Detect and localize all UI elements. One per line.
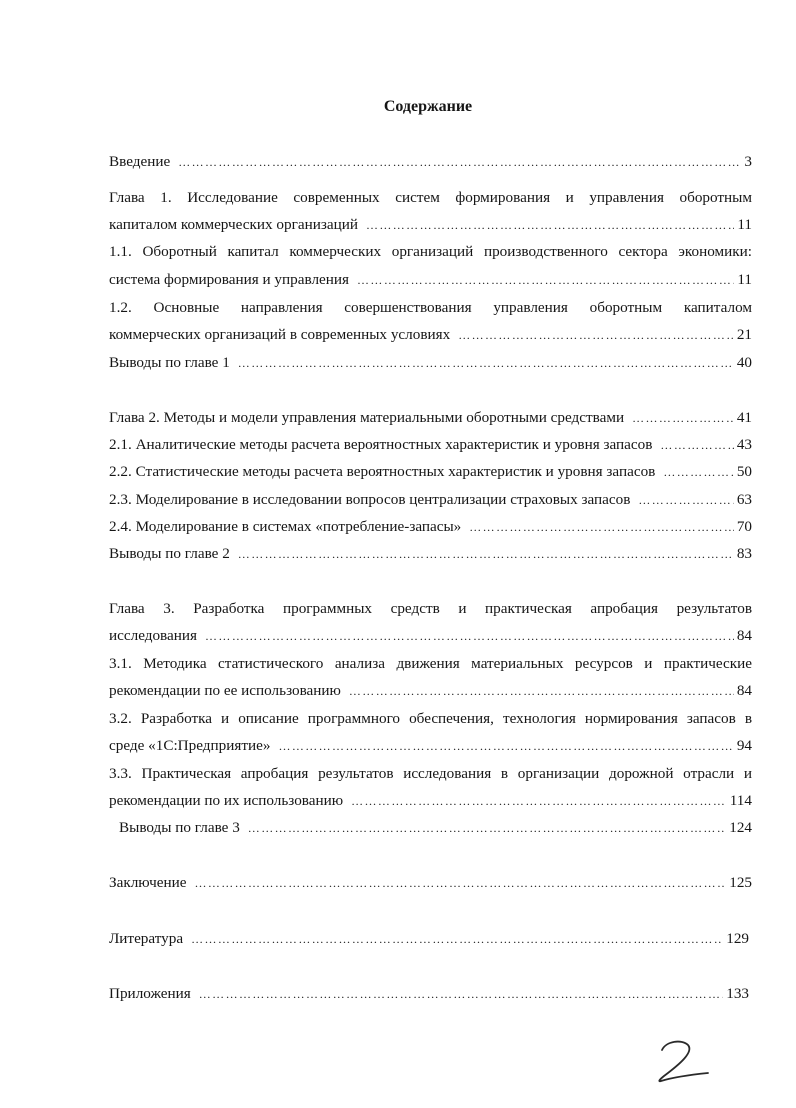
toc-entry-literature — [109, 929, 749, 949]
dot-leader — [178, 152, 741, 172]
dot-leader — [663, 462, 733, 482]
toc-entry-2-4 — [109, 517, 752, 537]
toc-entry-page: 83 — [736, 545, 752, 562]
toc-entry-page: 11 — [737, 216, 752, 233]
toc-entry-label: Выводы по главе 3 — [119, 819, 240, 836]
toc-entry-label: исследования — [109, 627, 198, 644]
toc-entry-label: Введение — [109, 153, 171, 170]
toc-entry-text: Глава 1. Исследование современных систем формирования и управления оборотным — [109, 189, 752, 206]
toc-entry-1-2 — [109, 325, 752, 345]
toc-entry-page: 133 — [726, 985, 749, 1002]
toc-entry-text: 3.3. Практическая апробация результатов исследования в организации дорожной отрасли и — [109, 765, 752, 782]
dot-leader — [191, 929, 723, 949]
toc-entry-page: 63 — [736, 491, 752, 508]
toc-entry-chapter-2 — [109, 408, 752, 428]
toc-entry-1-1 — [109, 270, 752, 290]
toc-entry-label: Литература — [109, 930, 184, 947]
toc-entry-page: 125 — [729, 874, 752, 891]
dot-leader — [248, 818, 726, 838]
toc-entry-page: 84 — [736, 627, 752, 644]
toc-entry-label: капиталом коммерческих организаций — [109, 216, 358, 233]
toc-entry-page: 43 — [736, 436, 752, 453]
toc-entry-page: 40 — [736, 354, 752, 371]
toc-entry-3-3 — [109, 791, 752, 811]
toc-entry-label: 2.3. Моделирование в исследовании вопросов централизации страховых запасов — [109, 491, 631, 508]
toc-entry-page: 11 — [737, 271, 752, 288]
toc-entry-page: 129 — [726, 930, 749, 947]
toc-entry-text: Глава 3. Разработка программных средств и практическая апробация результатов — [109, 600, 752, 617]
dot-leader — [660, 435, 733, 455]
toc-entry-page: 70 — [736, 518, 752, 535]
dot-leader — [638, 490, 733, 510]
toc-entry-conclusion — [109, 873, 752, 893]
dot-leader — [458, 325, 734, 345]
dot-leader — [632, 408, 734, 428]
toc-entry-page: 94 — [736, 737, 752, 754]
toc-entry-label: рекомендации по ее использованию — [109, 682, 341, 699]
toc-entry-label: 2.2. Статистические методы расчета вероятностных характеристик и уровня запасов — [109, 463, 656, 480]
toc-entry-label: Выводы по главе 1 — [109, 354, 230, 371]
toc-entry-page: 84 — [736, 682, 752, 699]
toc-entry-text: 1.1. Оборотный капитал коммерческих организаций производственного сектора экономики: — [109, 243, 752, 260]
toc-entry-conclusions-3 — [119, 818, 752, 838]
dot-leader — [351, 791, 727, 811]
toc-entry-page: 50 — [736, 463, 752, 480]
toc-entry-2-2 — [109, 462, 752, 482]
toc-entry-page: 124 — [729, 819, 752, 836]
dot-leader — [194, 873, 726, 893]
toc-entry-text: 3.1. Методика статистического анализа движения материальных ресурсов и практические — [109, 655, 752, 672]
toc-entry-label: среде «1С:Предприятие» — [109, 737, 271, 754]
page-title: Содержание — [383, 98, 473, 115]
toc-entry-text: 3.2. Разработка и описание программного обеспечения, технология нормирования запасов в — [109, 710, 752, 727]
dot-leader — [238, 353, 734, 373]
toc-entry-chapter-1 — [109, 215, 752, 235]
toc-entry-intro — [109, 152, 752, 172]
dot-leader — [278, 736, 733, 756]
toc-entry-conclusions-2 — [109, 544, 752, 564]
toc-entry-label: Глава 2. Методы и модели управления материальными оборотными средствами — [109, 409, 625, 426]
toc-entry-page: 41 — [736, 409, 752, 426]
toc-entry-3-1 — [109, 681, 752, 701]
toc-entry-label: 2.4. Моделирование в системах «потребление-запасы» — [109, 518, 462, 535]
toc-entry-2-3 — [109, 490, 752, 510]
toc-entry-label: Заключение — [109, 874, 187, 891]
dot-leader — [205, 626, 734, 646]
dot-leader — [469, 517, 734, 537]
toc-entry-label: рекомендации по их использованию — [109, 792, 344, 809]
toc-entry-page: 114 — [729, 792, 752, 809]
toc-entry-label: система формирования и управления — [109, 271, 350, 288]
dot-leader — [199, 984, 723, 1004]
dot-leader — [238, 544, 734, 564]
toc-entry-text: 1.2. Основные направления совершенствования управления оборотным капиталом — [109, 299, 752, 316]
toc-entry-label: Приложения — [109, 985, 191, 1002]
toc-entry-3-2 — [109, 736, 752, 756]
dot-leader — [357, 270, 734, 290]
toc-entry-page: 3 — [744, 153, 752, 170]
toc-entry-conclusions-1 — [109, 353, 752, 373]
toc-entry-label: коммерческих организаций в современных условиях — [109, 326, 451, 343]
toc-entry-label: 2.1. Аналитические методы расчета вероятностных характеристик и уровня запасов — [109, 436, 653, 453]
dot-leader — [366, 215, 734, 235]
toc-entry-appendices — [109, 984, 749, 1004]
toc-entry-page: 21 — [736, 326, 752, 343]
toc-entry-label: Выводы по главе 2 — [109, 545, 230, 562]
handwritten-page-number — [652, 1038, 712, 1084]
toc-entry-2-1 — [109, 435, 752, 455]
toc-entry-chapter-3 — [109, 626, 752, 646]
dot-leader — [349, 681, 734, 701]
